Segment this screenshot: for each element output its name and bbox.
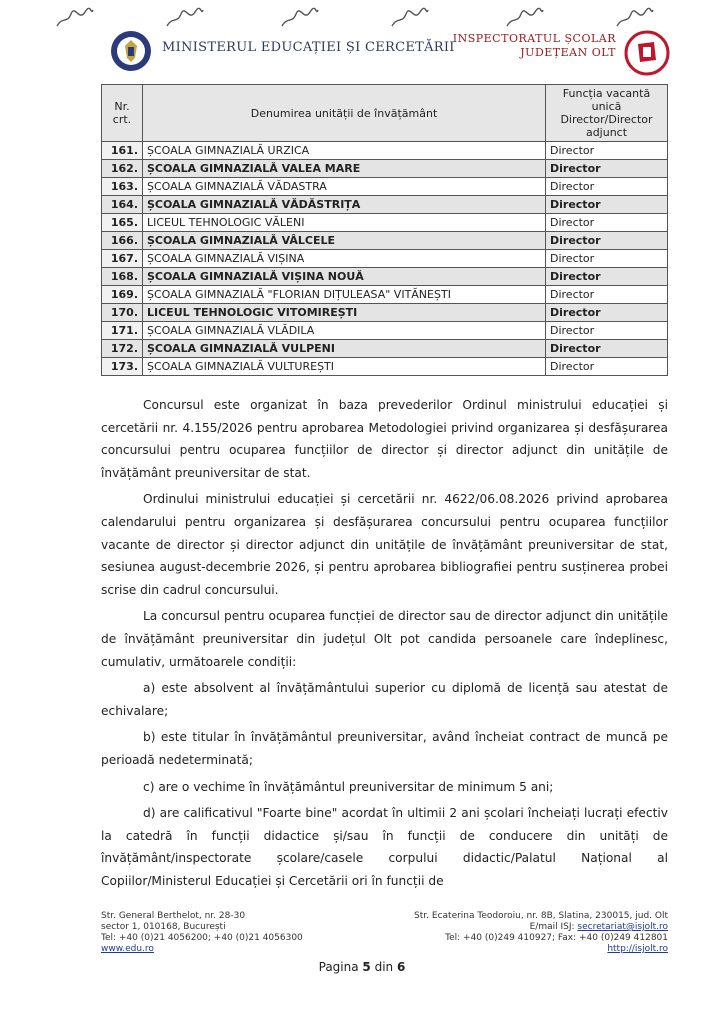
government-crest-icon [110,30,152,72]
row-number: 165. [102,214,143,232]
isj-website-link[interactable]: http://isjolt.ro [607,944,668,954]
row-number: 164. [102,196,143,214]
signature-mark [165,6,205,30]
signature-mark [615,6,655,30]
paragraph: La concursul pentru ocuparea funcției de director sau de director adjunct din unitățile de învățământ preuniversitar din județul Olt pot candida persoanele care îndeplinesc, cumulativ, următoarele condiții: [101,609,668,669]
footer-isj-address: Str. Ecaterina Teodoroiu, nr. 8B, Slatina, 230015, jud. Olt E/mail ISJ: secretariat@isjolt.ro Tel: +40 (0)249 410927; Fax: +40 (0)249 412801 http://isjolt.ro [414,911,668,954]
row-number: 167. [102,250,143,268]
unit-name: ȘCOALA GIMNAZIALĂ VALEA MARE [143,160,546,178]
vacant-function: Director [546,160,668,178]
unit-name: LICEUL TEHNOLOGIC VĂLENI [143,214,546,232]
table-row [102,178,668,196]
table-row [102,142,668,160]
unit-name: ȘCOALA GIMNAZIALĂ VĂDĂSTRIȚA [143,196,546,214]
paragraph: d) are calificativul "Foarte bine" acordat în ultimii 2 ani școlari încheiați lucrați efectiv la catedră în funcții didactice și/sau în funcții de conducere din unități de învățământ/inspectorate școlare/casele corpului didactic/Palatul Național al Copiilor/Ministerul Educației și Cercetării ori în funcții de [101,806,668,888]
vacant-function: Director [546,340,668,358]
vacant-function: Director [546,358,668,376]
footer-ministry-address: Str. General Berthelot, nr. 28-30 sector 1, 010168, București Tel: +40 (0)21 4056200; +40 (0)21 4056300 www.edu.ro [101,911,303,954]
paragraph: a) este absolvent al învățământului superior cu diplomă de licență sau atestat de echivalare; [101,681,668,718]
row-number: 169. [102,286,143,304]
unit-name: ȘCOALA GIMNAZIALĂ VĂDASTRA [143,178,546,196]
body-text [101,394,668,896]
paragraph: b) este titular în învățământul preuniversitar, având încheiat contract de muncă pe perioadă nedeterminată; [101,730,668,767]
row-number: 161. [102,142,143,160]
units-table [101,84,668,376]
vacant-function: Director [546,232,668,250]
row-number: 168. [102,268,143,286]
paragraph: Ordinului ministrului educației și cercetării nr. 4622/06.08.2026 privind aprobarea calendarului pentru organizarea și desfășurarea concursului pentru ocuparea funcțiilor vacante de director și director adjunct din unitățile de învățământ preuniversitar de stat, sesiunea august-decembrie 2026, și pentru aprobarea bibliografiei pentru susținerea probei scrise din cadrul concursului. [101,492,668,597]
unit-name: ȘCOALA GIMNAZIALĂ VULTUREȘTI [143,358,546,376]
row-number: 172. [102,340,143,358]
isj-email-link[interactable]: secretariat@isjolt.ro [577,922,668,932]
table-row [102,304,668,322]
unit-name: ȘCOALA GIMNAZIALĂ "FLORIAN DIȚULEASA" VITĂNEȘTI [143,286,546,304]
row-number: 173. [102,358,143,376]
table-row [102,196,668,214]
vacant-function: Director [546,178,668,196]
ministry-name: MINISTERUL EDUCAȚIEI ȘI CERCETĂRII [162,40,455,55]
paragraph: c) are o vechime în învățământul preuniversitar de minimum 5 ani; [143,779,554,794]
header-nr: Nr. crt. [102,85,143,142]
paragraph: Concursul este organizat în baza prevederilor Ordinul ministrului educației și cercetării nr. 4.155/2026 pentru aprobarea Metodologiei privind organizarea și desfășurarea concursului pentru ocuparea funcțiilor de director și director adjunct din unitățile de învățământ preuniversitar de stat. [101,398,668,480]
unit-name: ȘCOALA GIMNAZIALĂ VÂLCELE [143,232,546,250]
table-row [102,214,668,232]
unit-name: ȘCOALA GIMNAZIALĂ VLĂDILA [143,322,546,340]
row-number: 166. [102,232,143,250]
table-row [102,286,668,304]
vacant-function: Director [546,142,668,160]
page-header [110,30,670,80]
unit-name: ȘCOALA GIMNAZIALĂ URZICA [143,142,546,160]
table-row [102,340,668,358]
vacant-function: Director [546,286,668,304]
header-function: Funcția vacantă unică Director/Director adjunct [546,85,668,142]
table-header-row [102,85,668,142]
unit-name: ȘCOALA GIMNAZIALĂ VIȘINA NOUĂ [143,268,546,286]
signature-mark [390,6,430,30]
unit-name: ȘCOALA GIMNAZIALĂ VULPENI [143,340,546,358]
vacant-function: Director [546,250,668,268]
vacant-function: Director [546,196,668,214]
vacant-function: Director [546,304,668,322]
signature-mark [505,6,545,30]
vacant-function: Director [546,268,668,286]
ministry-website-link[interactable]: www.edu.ro [101,944,154,954]
header-unit-name: Denumirea unității de învățământ [143,85,546,142]
table-row [102,358,668,376]
isj-logo-icon [624,30,670,76]
row-number: 162. [102,160,143,178]
table-row [102,250,668,268]
row-number: 163. [102,178,143,196]
signature-mark [280,6,320,30]
vacant-function: Director [546,322,668,340]
unit-name: LICEUL TEHNOLOGIC VITOMIREȘTI [143,304,546,322]
vacant-function: Director [546,214,668,232]
table-row [102,160,668,178]
table-row [102,268,668,286]
isj-title: INSPECTORATUL ȘCOLAR JUDEȚEAN OLT [452,32,616,59]
row-number: 171. [102,322,143,340]
row-number: 170. [102,304,143,322]
table-row [102,322,668,340]
table-row [102,232,668,250]
page-number: Pagina 5 din 6 [318,960,406,974]
unit-name: ȘCOALA GIMNAZIALĂ VIȘINA [143,250,546,268]
signature-mark [55,6,95,30]
